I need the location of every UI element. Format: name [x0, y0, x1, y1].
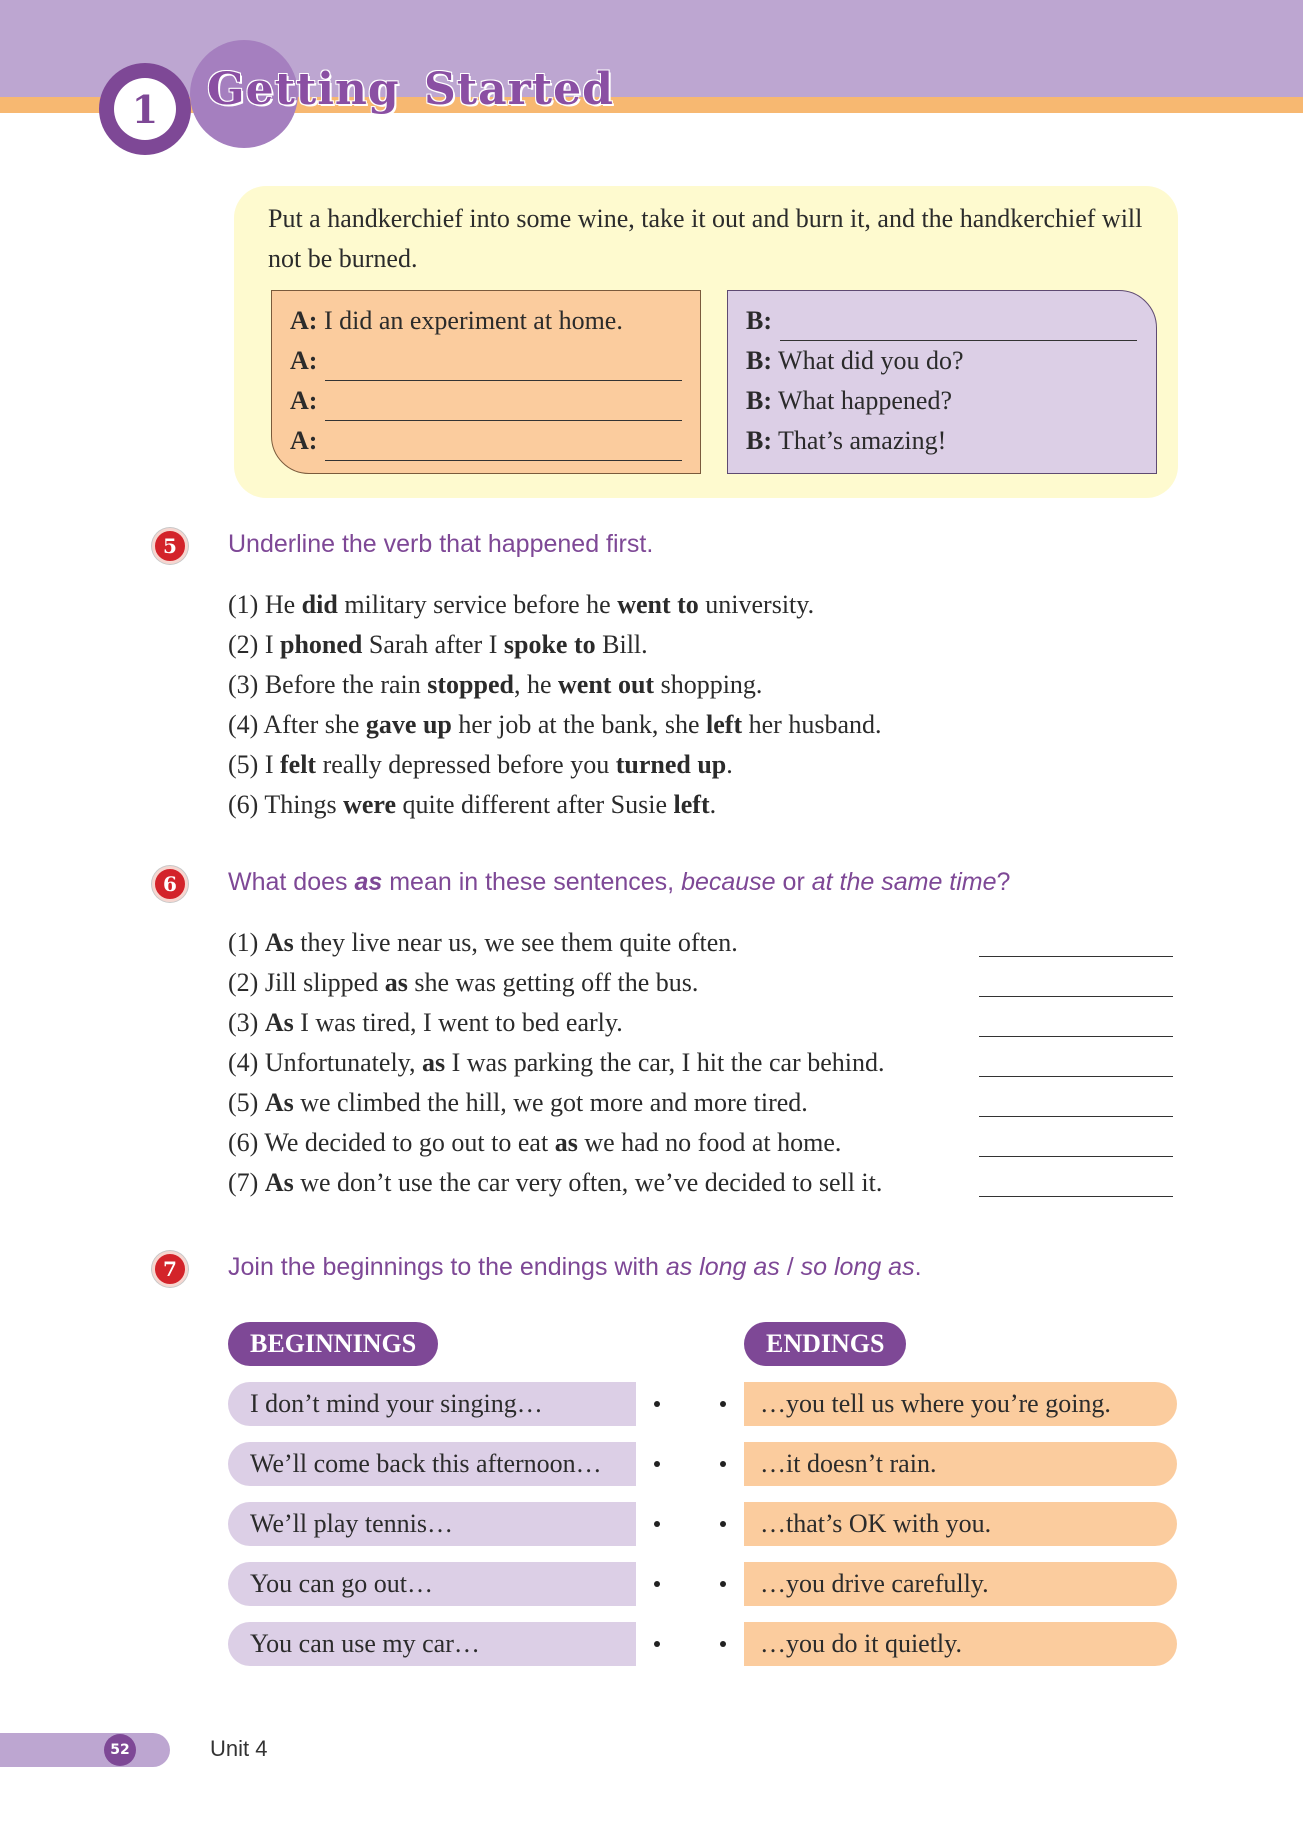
answer-blank[interactable] — [979, 1116, 1173, 1117]
dialogue-line-a2: A: — [290, 341, 682, 381]
answer-blank[interactable] — [979, 1076, 1173, 1077]
list-item: (4) After she gave up her job at the bank, she left her husband. — [228, 710, 882, 739]
list-item: (3) As I was tired, I went to bed early. — [228, 1003, 884, 1043]
list-item: (1) As they live near us, we see them quite often. — [228, 923, 884, 963]
exercise-number-7: 7 — [152, 1251, 188, 1287]
match-dot-left[interactable] — [654, 1401, 660, 1407]
list-item: (6) Things were quite different after Susie left. — [228, 790, 717, 819]
ending-item: …you drive carefully. — [744, 1562, 1177, 1606]
exercise-6-list — [228, 923, 884, 1203]
answer-blank[interactable] — [979, 1036, 1173, 1037]
dialogue-line-a1: A: I did an experiment at home. — [290, 306, 623, 335]
match-dot-right[interactable] — [720, 1401, 726, 1407]
list-item: (3) Before the rain stopped, he went out shopping. — [228, 670, 763, 699]
exercise-5-instruction: Underline the verb that happened first. — [228, 530, 654, 558]
dialogue-line-a3: A: — [290, 381, 682, 421]
ending-item: …that’s OK with you. — [744, 1502, 1177, 1546]
exercise-number-5: 5 — [152, 528, 188, 564]
answer-blank[interactable] — [979, 1196, 1173, 1197]
page-title: Getting Started — [207, 64, 614, 115]
match-dot-right[interactable] — [720, 1461, 726, 1467]
beginnings-heading: BEGINNINGS — [228, 1322, 438, 1366]
answer-blank[interactable] — [325, 351, 682, 381]
list-item: (5) As we climbed the hill, we got more and more tired. — [228, 1083, 884, 1123]
list-item: (7) As we don’t use the car very often, we’ve decided to sell it. — [228, 1163, 884, 1203]
match-dot-left[interactable] — [654, 1521, 660, 1527]
dialogue-line-b3: B: What happened? — [746, 386, 952, 415]
intro-text: Put a handkerchief into some wine, take it out and burn it, and the handkerchief will not be burned. — [268, 204, 1143, 273]
page-number: 52 — [104, 1734, 136, 1766]
dialogue-line-b1: B: — [746, 301, 1138, 341]
beginning-item: I don’t mind your singing… — [228, 1382, 636, 1426]
list-item: (6) We decided to go out to eat as we had no food at home. — [228, 1123, 884, 1163]
dialogue-box-a — [271, 290, 701, 474]
exercise-6-instruction: What does as mean in these sentences, because or at the same time? — [228, 868, 1011, 896]
beginning-item: You can use my car… — [228, 1622, 636, 1666]
dialogue-line-a4: A: — [290, 421, 682, 461]
answer-blank[interactable] — [780, 311, 1137, 341]
answer-blank[interactable] — [979, 996, 1173, 997]
answer-blank[interactable] — [979, 956, 1173, 957]
exercise-7-instruction: Join the beginnings to the endings with as long as / so long as. — [228, 1253, 922, 1281]
section-number-badge — [99, 63, 191, 155]
beginning-item: We’ll play tennis… — [228, 1502, 636, 1546]
match-dot-left[interactable] — [654, 1461, 660, 1467]
list-item: (4) Unfortunately, as I was parking the car, I hit the car behind. — [228, 1043, 884, 1083]
list-item: (5) I felt really depressed before you turned up. — [228, 750, 733, 779]
unit-label: Unit 4 — [210, 1736, 268, 1761]
answer-blank[interactable] — [325, 391, 682, 421]
exercise-number-6: 6 — [152, 866, 188, 902]
ending-item: …you tell us where you’re going. — [744, 1382, 1177, 1426]
dialogue-box-b — [727, 290, 1157, 474]
match-dot-right[interactable] — [720, 1641, 726, 1647]
match-dot-left[interactable] — [654, 1641, 660, 1647]
ending-item: …it doesn’t rain. — [744, 1442, 1177, 1486]
endings-heading: ENDINGS — [744, 1322, 906, 1366]
match-dot-right[interactable] — [720, 1521, 726, 1527]
match-dot-right[interactable] — [720, 1581, 726, 1587]
ending-item: …you do it quietly. — [744, 1622, 1177, 1666]
list-item: (1) He did military service before he went to university. — [228, 590, 815, 619]
dialogue-line-b2: B: What did you do? — [746, 346, 964, 375]
footer-bar — [0, 1733, 170, 1767]
beginning-item: We’ll come back this afternoon… — [228, 1442, 636, 1486]
dialogue-line-b4: B: That’s amazing! — [746, 426, 947, 455]
list-item: (2) I phoned Sarah after I spoke to Bill. — [228, 630, 648, 659]
exercise-5-list — [228, 585, 882, 825]
match-dot-left[interactable] — [654, 1581, 660, 1587]
beginning-item: You can go out… — [228, 1562, 636, 1606]
answer-blank[interactable] — [325, 431, 682, 461]
answer-blank[interactable] — [979, 1156, 1173, 1157]
list-item: (2) Jill slipped as she was getting off the bus. — [228, 963, 884, 1003]
section-number: 1 — [114, 78, 176, 140]
